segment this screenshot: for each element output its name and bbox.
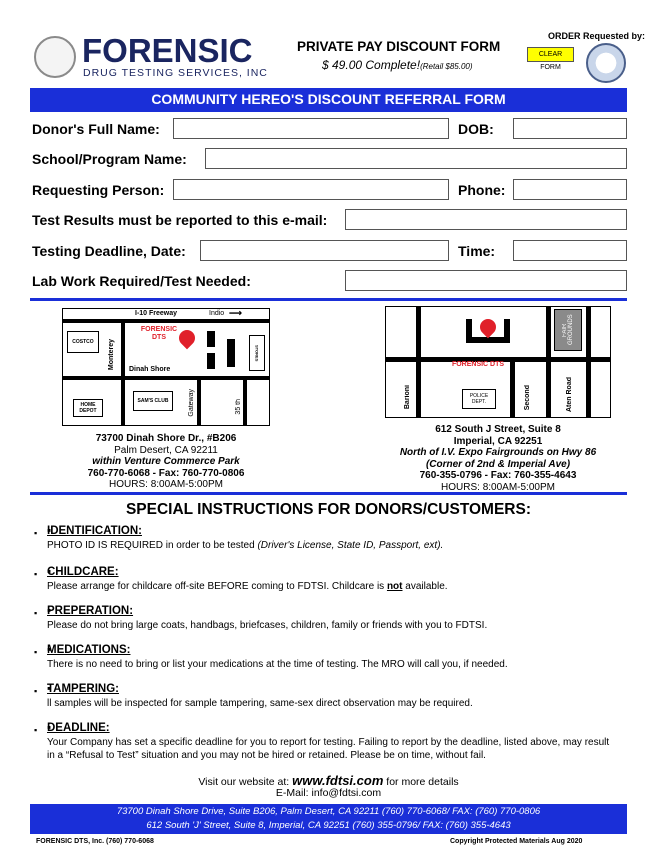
retail-price: (Retail $85.00) xyxy=(420,62,473,71)
bullet-icon: ▪ xyxy=(34,608,38,618)
price-line xyxy=(322,58,473,72)
dob-label: DOB: xyxy=(458,121,494,137)
requesting-person-label: Requesting Person: xyxy=(32,182,165,198)
gateway-label: Gateway xyxy=(188,389,195,417)
price: $ 49.00 Complete! xyxy=(322,58,421,72)
bullet-icon: ▪ xyxy=(34,686,38,696)
medications-heading: ▪ MEDICATIONS: xyxy=(47,644,130,656)
arrow-right-icon: ⟶ xyxy=(229,308,242,318)
lab-work-label: Lab Work Required/Test Needed: xyxy=(32,273,251,289)
email-line[interactable]: E-Mail: info@fdtsi.com xyxy=(275,787,382,799)
website-line xyxy=(0,773,657,788)
office1-note: within Venture Commerce Park xyxy=(92,456,240,467)
logo-emblem-icon xyxy=(34,36,76,78)
indio-label: Indio xyxy=(209,310,225,317)
requesting-person-field[interactable] xyxy=(173,179,449,200)
identification-text-main: PHOTO ID IS REQUIRED in order to be tested xyxy=(47,540,258,551)
dinah-shore-label: Dinah Shore xyxy=(129,366,171,373)
barioni-label: Barioni xyxy=(404,385,411,410)
deadline-label: Testing Deadline, Date: xyxy=(32,243,186,259)
clear-form-button[interactable]: CLEAR FORM xyxy=(527,47,574,62)
time-label: Time: xyxy=(458,243,496,259)
identification-text-examples: (Driver's License, State ID, Passport, ext). xyxy=(257,540,444,551)
footer-address-2: 612 South 'J' Street, Suite 8, Imperial, CA 92251 (760) 355-0796/ FAX: (760) 355-4643 xyxy=(146,820,511,831)
office2-note: North of I.V. Expo Fairgrounds on Hwy 86 xyxy=(399,447,597,458)
email-label: Test Results must be reported to this e-mail: xyxy=(32,212,328,228)
medications-text: There is no need to bring or list your medications at the time of testing. The MRO will call you, if needed. xyxy=(47,659,508,670)
childcare-text-b: available. xyxy=(402,581,448,592)
monterey-label: Monterey xyxy=(108,339,115,371)
donor-name-label: Donor's Full Name: xyxy=(32,121,160,137)
office1-street: 73700 Dinah Shore Dr., #B206 xyxy=(95,433,237,444)
childcare-heading: ▪ CHILDCARE: xyxy=(47,566,119,578)
fairgrounds-label: FAIR GROUNDS xyxy=(562,314,574,346)
lab-work-field[interactable] xyxy=(345,270,627,291)
website-pre: Visit our website at: xyxy=(198,776,293,788)
map2-pin-label: FORENSIC DTS xyxy=(451,361,505,368)
aten-road-label: Aten Road xyxy=(566,377,573,412)
website-link[interactable]: www.fdtsi.com xyxy=(292,773,384,788)
bullet-icon: ▪ xyxy=(34,569,38,579)
costco-block: COSTCO xyxy=(67,331,99,353)
dob-field[interactable] xyxy=(513,118,627,139)
office-imperial xyxy=(376,424,620,493)
office2-phone: 760-355-0796 - Fax: 760-355-4643 xyxy=(419,470,577,481)
map-imperial xyxy=(385,306,611,418)
deadline-field[interactable] xyxy=(200,240,449,261)
phone-field[interactable] xyxy=(513,179,627,200)
form-title: PRIVATE PAY DISCOUNT FORM xyxy=(297,39,501,54)
order-requested-label: ORDER Requested by: xyxy=(548,31,646,41)
35th-label: 35 th xyxy=(235,399,242,415)
freeway-label: I-10 Freeway xyxy=(135,310,178,317)
preparation-text: Please do not bring large coats, handbags, briefcases, children, family or friends with you to FDTSI. xyxy=(47,620,488,631)
office2-hours: HOURS: 8:00AM-5:00PM xyxy=(441,481,555,493)
home-depot-block: HOME DEPOT xyxy=(73,399,103,417)
school-label: School/Program Name: xyxy=(32,151,187,167)
office1-hours: HOURS: 8:00AM-5:00PM xyxy=(109,479,223,490)
map1-pin-label: FORENSIC DTS xyxy=(140,326,178,341)
donor-name-field[interactable] xyxy=(173,118,449,139)
form-banner-title: COMMUNITY HEREO'S DISCOUNT REFERRAL FORM xyxy=(151,91,506,107)
bullet-icon: ▪ xyxy=(34,528,38,538)
bullet-icon: ▪ xyxy=(34,647,38,657)
logo-subtitle: DRUG TESTING SERVICES, INC xyxy=(83,67,268,79)
footer-copyright: Copyright Protected Materials Aug 2020 xyxy=(450,838,583,845)
preparation-heading: ▪ PREPERATION: xyxy=(47,605,133,617)
phone-label: Phone: xyxy=(458,182,506,198)
stores-block xyxy=(249,335,265,371)
tampering-heading: ▪ TAMPERING: xyxy=(47,683,119,695)
bullet-icon: ▪ xyxy=(34,725,38,735)
logo-wordmark: FORENSIC xyxy=(82,32,253,69)
office-palm-desert xyxy=(60,433,272,491)
office2-street: 612 South J Street, Suite 8 xyxy=(435,424,561,435)
special-instructions-title: SPECIAL INSTRUCTIONS FOR DONORS/CUSTOMERS: xyxy=(125,501,532,518)
childcare-text xyxy=(47,581,627,594)
second-street-label: Second xyxy=(524,385,531,411)
location-pin-icon xyxy=(477,316,500,339)
fairgrounds-block xyxy=(554,309,582,351)
identification-heading: ▪ IDENTIFICATION: xyxy=(47,525,142,537)
sams-club-block: SAM'S CLUB xyxy=(133,391,173,411)
office2-corner: (Corner of 2nd & Imperial Ave) xyxy=(425,458,571,470)
office2-city: Imperial, CA 92251 xyxy=(453,435,543,447)
childcare-text-a: Please arrange for childcare off-site BEFORE coming to FDTSI. Childcare is xyxy=(47,581,387,592)
school-field[interactable] xyxy=(205,148,627,169)
office1-city: Palm Desert, CA 92211 xyxy=(114,444,218,456)
tampering-text: ll samples will be inspected for sample tampering, same-sex direct observation may be required. xyxy=(47,698,473,709)
divider xyxy=(30,492,627,495)
seal-icon xyxy=(586,43,626,83)
identification-text xyxy=(47,540,627,553)
divider xyxy=(30,298,627,301)
footer-address-1: 73700 Dinah Shore Drive, Suite B206, Palm Desert, CA 92211 (760) 770-6068/ FAX: (760) 770-0806 xyxy=(116,806,541,817)
office1-phone: 760-770-6068 - Fax: 760-770-0806 xyxy=(87,467,245,479)
footer-company: FORENSIC DTS, Inc. (760) 770-6068 xyxy=(36,838,154,845)
time-field[interactable] xyxy=(513,240,627,261)
website-post: for more details xyxy=(383,776,459,788)
map-palm-desert xyxy=(62,308,270,426)
deadline-heading: ▪ DEADLINE: xyxy=(47,722,110,734)
police-dept-block: POLICE DEPT. xyxy=(462,389,496,409)
deadline-text: Your Company has set a specific deadline for you to report for testing. Failing to report by the deadline, listed above, may result in a “Refusal to Test” situation and you may not be hired or retained. Please be on time, without fail. xyxy=(47,737,610,761)
childcare-text-not: not xyxy=(386,581,403,592)
stores-label: STORES xyxy=(254,344,260,362)
email-field[interactable] xyxy=(345,209,627,230)
